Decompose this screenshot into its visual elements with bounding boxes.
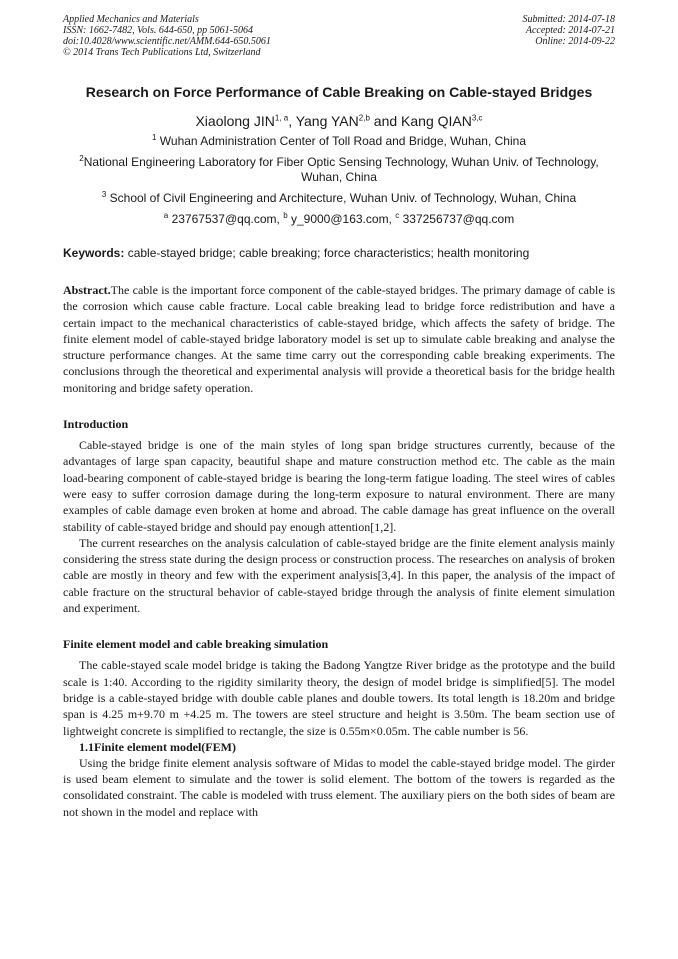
keywords-label: Keywords: <box>63 246 125 260</box>
author-affil-sup: 2,b <box>358 113 370 123</box>
abstract-text: The cable is the important force component of the cable-stayed bridges. The primary damage of cable is the corrosion which cause cable fracture. Local cable breaking lead to bridge force redistribution and have a certain impact to the mechanical characteristics of cable-stayed bridge, which affects the safety of bridge. The finite element model of cable-stayed bridge laboratory model is set up to simulate cable breaking and analyse the structure performance changes. At the same time carry out the corresponding cable breaking experiments. The conclusions through the theoretical and experimental analysis will provide a theoretical basis for the bridge health monitoring and bridge safety operation. <box>63 283 615 395</box>
affiliation-text: National Engineering Laboratory for Fiber Optic Sensing Technology, Wuhan Univ. of Technology, Wuhan, China <box>83 155 599 184</box>
journal-issn: ISSN: 1662-7482, Vols. 644-650, pp 5061-5064 <box>63 25 253 36</box>
affiliation <box>63 191 615 206</box>
keywords-text: cable-stayed bridge; cable breaking; force characteristics; health monitoring <box>127 246 530 260</box>
paper-page <box>63 14 615 820</box>
fem-subsection-heading: 1.1Finite element model(FEM) <box>79 739 236 754</box>
email-sup: b <box>283 211 288 220</box>
introduction-paragraph: Cable-stayed bridge is one of the main styles of long span bridge structures currently, because of the advantages of large span capacity, beautiful shape and mature construction method etc. The cable as the main load-bearing component of cable-stayed bridge is bearing the long-term fatigue loading. The steel wires of cables were easy to suffer corrosion damage during the long-term exposure to natural environment. There are many examples of cable damage even broken at home and abroad. The cable damage has great influence on the overall stability of cable-stayed bridge and should pay enough attention[1,2]. <box>63 438 615 534</box>
email-address[interactable]: 23767537@qq.com, <box>171 212 280 226</box>
paper-title: Research on Force Performance of Cable Breaking on Cable-stayed Bridges <box>85 84 593 100</box>
email-address[interactable]: y_9000@163.com, <box>290 212 392 226</box>
email-list <box>63 212 615 227</box>
journal-header <box>63 14 615 66</box>
journal-copyright: © 2014 Trans Tech Publications Ltd, Switzerland <box>63 47 261 58</box>
author-list: Xiaolong JIN$^{1, a}$, Yang YAN$^{2,b}$ and Kang QIAN$^{3,c}$ <box>195 113 483 129</box>
fem-section-heading: Finite element model and cable breaking simulation <box>63 637 329 652</box>
introduction-heading: Introduction <box>63 417 129 432</box>
email-sup: a <box>163 211 169 220</box>
affiliation-text: Wuhan Administration Center of Toll Road and Bridge, Wuhan, China <box>159 134 526 148</box>
author-affil-sup: 1, a <box>274 113 289 123</box>
email-address[interactable]: 337256737@qq.com <box>402 212 515 226</box>
journal-info <box>63 14 271 58</box>
affiliation-sup: 3 <box>101 190 107 199</box>
fem-subsection-paragraph: Using the bridge finite element analysis software of Midas to model the cable-stayed bridge model. The girder is used beam element to simulate and the tower is solid element. The bottom of the towers is regarded as the consolidated constraint. The cable is modeled with truss element. The auxiliary piers on the both sides of beam are not shown in the model and replace with <box>63 755 615 819</box>
online-date: Online: 2014-09-22 <box>535 36 615 47</box>
affiliation-text: School of Civil Engineering and Architecture, Wuhan Univ. of Technology, Wuhan, China <box>109 191 577 205</box>
affiliation-sup: 1 <box>151 133 157 142</box>
author-name: Yang YAN <box>295 113 359 129</box>
author-affil-sup: 3,c <box>471 113 483 123</box>
introduction-paragraph: The current researches on the analysis calculation of cable-stayed bridge are the finite element analysis mainly considering the stress state during the design process or construction process. The researches on analysis of broken cable are mostly in theory and few with the experiment analysis[3,4]. In this paper, the analysis of the impact of cable fracture on the structural behavior of cable-stayed bridge through the analysis of finite element simulation and experiment. <box>63 535 615 616</box>
abstract <box>63 282 615 396</box>
affiliation <box>63 155 615 185</box>
keywords <box>63 246 615 261</box>
email-sup: c <box>395 211 400 220</box>
affiliation-sup: 2 <box>79 154 84 163</box>
journal-name: Applied Mechanics and Materials <box>63 14 199 25</box>
fem-section-paragraph: The cable-stayed scale model bridge is taking the Badong Yangtze River bridge as the prototype and the build scale is 1:40. According to the rigidity similarity theory, the design of model bridge is simplified[5]. The model bridge is a cable-stayed bridge with double cable planes and double towers. Its total length is 18.20m and bridge span is 4.25 m+9.70 m +4.25 m. The towers are steel structure and height is 3.50m. The beam section use of lightweight concrete is simplified to rectangle, the size is 0.55m×0.05m. The cable number is 56. <box>63 658 615 738</box>
abstract-label: Abstract. <box>63 283 111 297</box>
submitted-date: Submitted: 2014-07-18 <box>522 14 615 25</box>
submission-dates <box>523 14 616 47</box>
author-conjunction: and <box>373 113 398 129</box>
accepted-date: Accepted: 2014-07-21 <box>525 25 615 36</box>
affiliation <box>63 134 615 149</box>
journal-doi[interactable]: doi:10.4028/www.scientific.net/AMM.644-650.5061 <box>63 36 271 47</box>
author-name: Xiaolong JIN <box>195 113 275 129</box>
author-name: Kang QIAN <box>401 113 472 129</box>
